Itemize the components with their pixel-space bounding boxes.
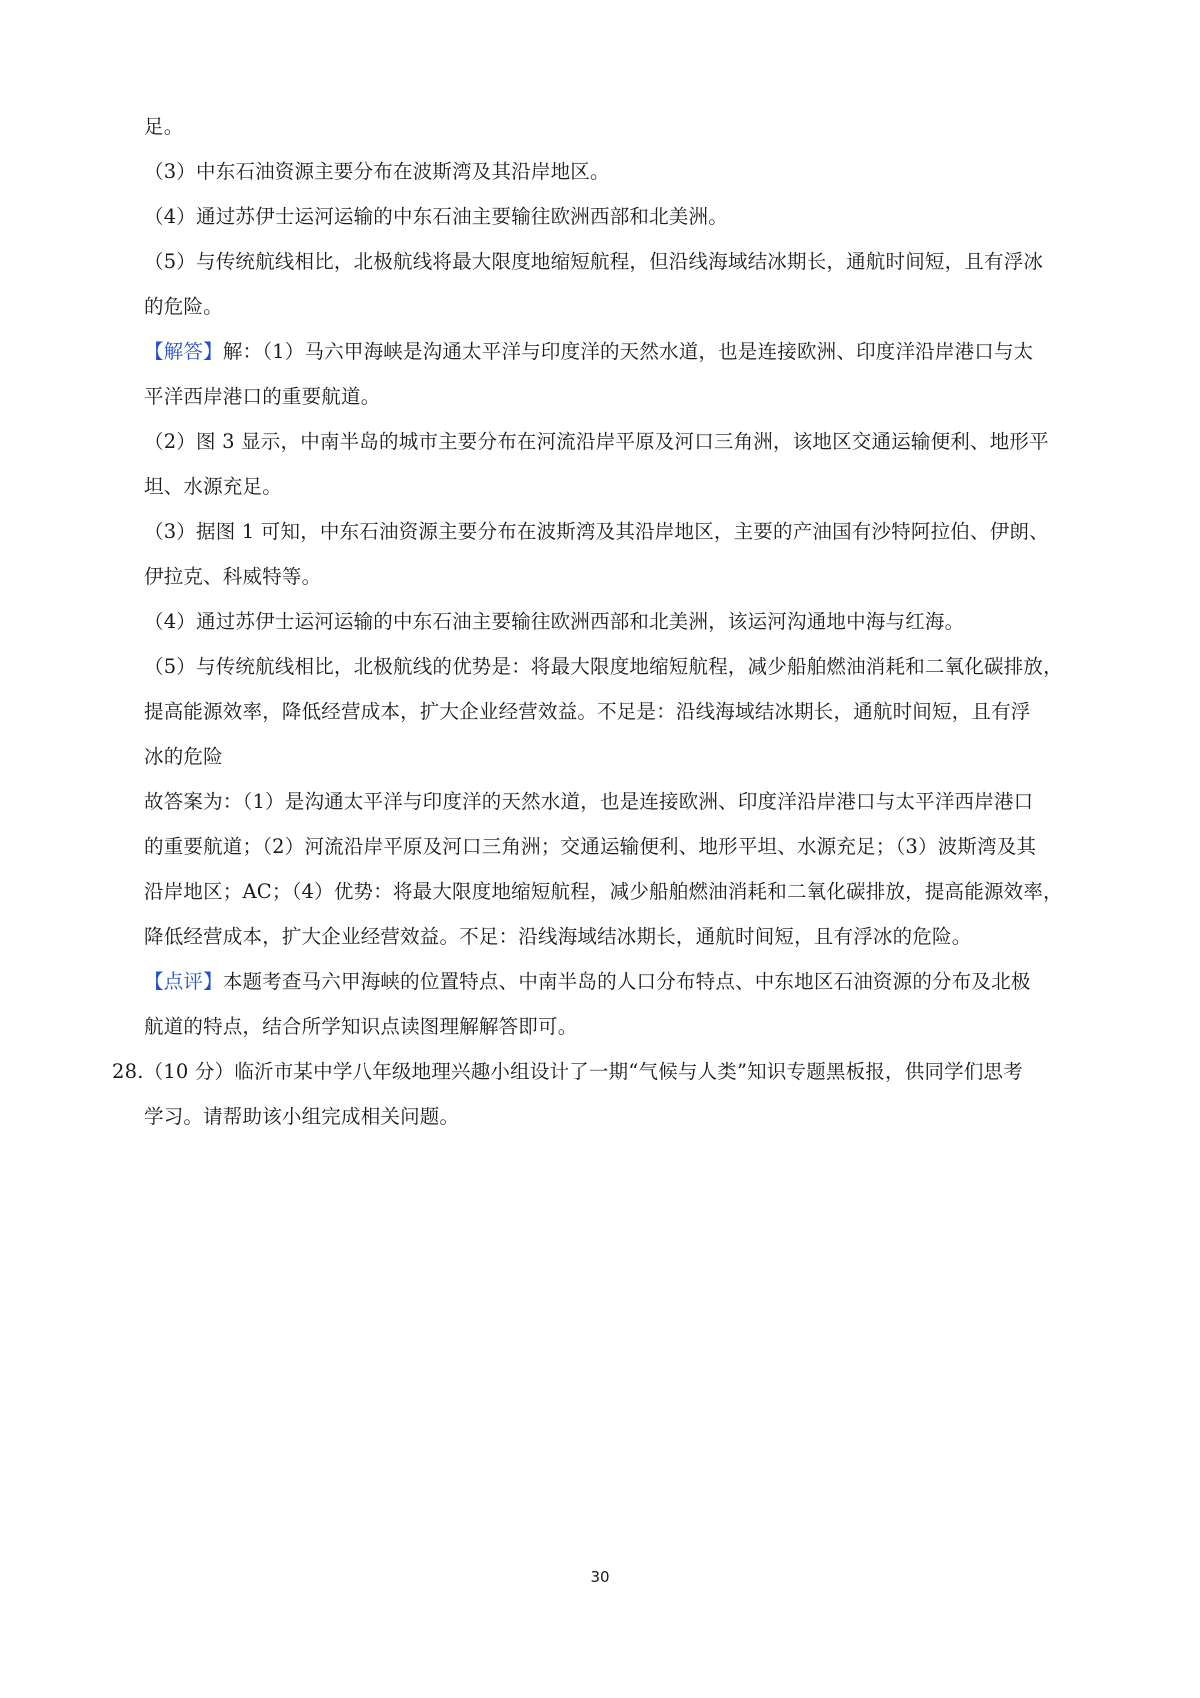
text-line: （3）中东石油资源主要分布在波斯湾及其沿岸地区。: [144, 160, 610, 183]
answer-tag: 【解答】: [144, 340, 223, 363]
comment-text: 本题考查马六甲海峡的位置特点、中南半岛的人口分布特点、中东地区石油资源的分布及北极: [222, 970, 1031, 993]
text-line: 航道的特点，结合所学知识点读图理解解答即可。: [144, 1015, 578, 1038]
text-line: （3）据图 1 可知，中东石油资源主要分布在波斯湾及其沿岸地区，主要的产油国有沙特阿拉伯、伊朗、: [144, 520, 1049, 543]
text-line: （4）通过苏伊士运河运输的中东石油主要输往欧洲西部和北美洲，该运河沟通地中海与红海。: [144, 610, 965, 633]
text-line: （2）图 3 显示，中南半岛的城市主要分布在河流沿岸平原及河口三角洲，该地区交通运输便利、地形平: [144, 430, 1049, 453]
text-line: 伊拉克、科威特等。: [144, 565, 322, 588]
comment-tag: 【点评】: [144, 970, 223, 993]
text-line: （4）通过苏伊士运河运输的中东石油主要输往欧洲西部和北美洲。: [144, 205, 728, 228]
page-number: 30: [590, 1568, 610, 1586]
text-line: 的危险。: [144, 295, 223, 318]
text-line: 降低经营成本，扩大企业经营效益。不足：沿线海域结冰期长，通航时间短，且有浮冰的危险。: [144, 925, 972, 948]
text-line: 故答案为：（1）是沟通太平洋与印度洋的天然水道，也是连接欧洲、印度洋沿岸港口与太平洋西岸港口: [144, 790, 1034, 813]
comment-heading-line: [144, 967, 1104, 997]
text-line: 学习。请帮助该小组完成相关问题。: [144, 1105, 460, 1128]
text-line: （5）与传统航线相比，北极航线的优势是：将最大限度地缩短航程，减少船舶燃油消耗和二氧化碳排放，: [144, 655, 1063, 678]
answer-text: 解：（1）马六甲海峡是沟通太平洋与印度洋的天然水道，也是连接欧洲、印度洋沿岸港口与太: [222, 340, 1034, 363]
text-line: 坦、水源充足。: [144, 475, 282, 498]
text-line: 提高能源效率，降低经营成本，扩大企业经营效益。不足是：沿线海域结冰期长，通航时间短，且有浮: [144, 700, 1031, 723]
question-line: 28.（10 分）临沂市某中学八年级地理兴趣小组设计了一期“气候与人类”知识专题黑板报，供同学们思考: [112, 1060, 1023, 1083]
text-line: 足。: [144, 115, 184, 138]
answer-heading-line: [144, 337, 1104, 367]
text-line: （5）与传统航线相比，北极航线将最大限度地缩短航程，但沿线海域结冰期长，通航时间短，且有浮冰: [144, 250, 1044, 273]
text-line: 沿岸地区；AC；（4）优势：将最大限度地缩短航程，减少船舶燃油消耗和二氧化碳排放，提高能源效率，: [144, 880, 1063, 903]
text-line: 的重要航道；（2）河流沿岸平原及河口三角洲；交通运输便利、地形平坦、水源充足；（3）波斯湾及其: [144, 835, 1037, 858]
text-line: 冰的危险: [144, 745, 223, 768]
text-line: 平洋西岸港口的重要航道。: [144, 385, 381, 408]
